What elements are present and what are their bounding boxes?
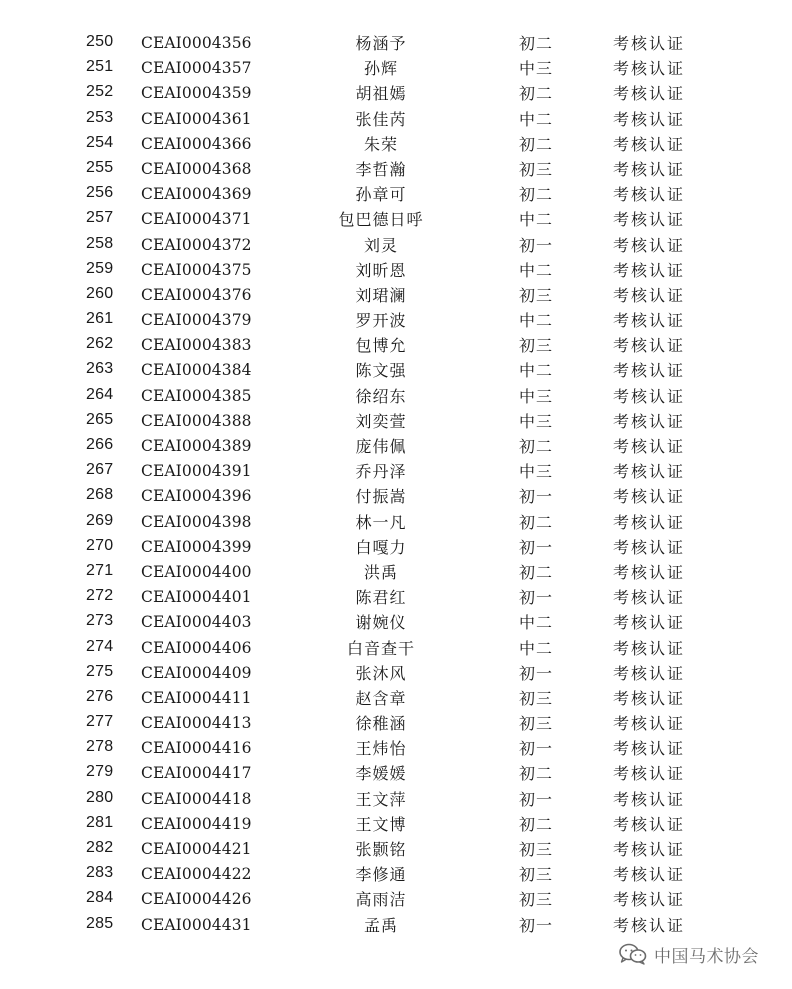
table-row xyxy=(0,233,792,258)
grade-level: 初一 xyxy=(519,235,554,255)
row-number: 264 xyxy=(86,385,114,403)
grade-level: 中二 xyxy=(519,361,554,381)
certification-status: 考核认证 xyxy=(613,814,686,834)
member-id: CEAI0004389 xyxy=(141,437,252,455)
table-row xyxy=(0,913,792,938)
member-name: 刘昕恩 xyxy=(355,260,407,280)
member-name: 刘灵 xyxy=(363,235,398,255)
grade-level: 初二 xyxy=(519,512,554,532)
member-id: CEAI0004369 xyxy=(141,185,252,204)
member-id: CEAI0004357 xyxy=(141,59,252,78)
grade-level: 初一 xyxy=(519,588,554,608)
grade-level: 中三 xyxy=(519,386,554,406)
member-name: 包博允 xyxy=(355,336,407,356)
certification-status: 考核认证 xyxy=(613,487,686,507)
row-number: 258 xyxy=(86,234,114,252)
row-number: 284 xyxy=(86,889,114,907)
certification-status: 考核认证 xyxy=(613,688,686,708)
grade-level: 初二 xyxy=(519,134,554,154)
member-name: 陈君红 xyxy=(355,588,407,608)
member-id: CEAI0004399 xyxy=(141,537,252,556)
grade-level: 中三 xyxy=(519,462,554,482)
table-row xyxy=(0,761,792,786)
row-number: 277 xyxy=(86,713,114,731)
member-id: CEAI0004401 xyxy=(141,588,252,607)
row-number: 281 xyxy=(86,813,114,831)
certification-status: 考核认证 xyxy=(613,361,686,381)
row-number: 266 xyxy=(86,436,114,453)
member-id: CEAI0004361 xyxy=(141,109,252,128)
table-row xyxy=(0,585,792,610)
grade-level: 中二 xyxy=(519,210,554,230)
member-id: CEAI0004431 xyxy=(141,915,252,934)
member-name: 白音查干 xyxy=(346,638,415,658)
member-name: 李媛媛 xyxy=(355,764,407,784)
member-name: 谢婉仪 xyxy=(355,613,407,633)
grade-level: 中二 xyxy=(519,311,554,331)
table-row xyxy=(0,409,792,434)
table-row xyxy=(0,459,792,484)
row-number: 278 xyxy=(86,738,114,756)
certification-status: 考核认证 xyxy=(613,235,686,255)
row-number: 251 xyxy=(86,58,114,76)
row-number: 259 xyxy=(86,259,114,277)
grade-level: 初三 xyxy=(519,714,554,734)
table-row xyxy=(0,283,792,308)
grade-level: 初三 xyxy=(519,840,554,859)
certification-status: 考核认证 xyxy=(613,638,686,658)
member-name: 庞伟佩 xyxy=(355,437,407,456)
member-name: 高雨洁 xyxy=(355,890,407,910)
certification-status: 考核认证 xyxy=(613,714,686,734)
member-name: 罗开波 xyxy=(355,311,407,331)
certification-status: 考核认证 xyxy=(613,915,686,935)
row-number: 275 xyxy=(86,662,114,680)
certification-status: 考核认证 xyxy=(613,59,686,79)
table-row xyxy=(0,333,792,358)
member-id: CEAI0004391 xyxy=(141,462,252,481)
table-row xyxy=(0,787,792,812)
row-number: 280 xyxy=(86,788,114,806)
table-row xyxy=(0,736,792,761)
member-id: CEAI0004384 xyxy=(141,361,252,380)
certification-status: 考核认证 xyxy=(613,512,686,532)
member-name: 徐稚涵 xyxy=(355,714,407,734)
certification-status: 考核认证 xyxy=(613,739,686,759)
member-id: CEAI0004426 xyxy=(141,890,252,909)
table-row xyxy=(0,434,792,459)
row-number: 253 xyxy=(86,108,114,126)
certification-status: 考核认证 xyxy=(613,386,686,406)
certification-status: 考核认证 xyxy=(613,840,686,859)
table-row xyxy=(0,182,792,207)
table-row xyxy=(0,862,792,887)
row-number: 270 xyxy=(86,536,114,554)
row-number: 257 xyxy=(86,209,114,227)
member-id: CEAI0004422 xyxy=(141,865,252,884)
member-name: 孙章可 xyxy=(355,185,407,205)
row-number: 268 xyxy=(86,486,114,504)
member-name: 胡祖嫣 xyxy=(355,84,407,104)
member-name: 刘奕萱 xyxy=(355,411,407,431)
member-name: 王文博 xyxy=(355,814,407,834)
certification-status: 考核认证 xyxy=(613,462,686,482)
row-number: 276 xyxy=(86,687,114,705)
certification-status: 考核认证 xyxy=(613,411,686,431)
certification-status: 考核认证 xyxy=(613,34,686,53)
row-number: 282 xyxy=(86,839,114,856)
grade-level: 初三 xyxy=(519,890,554,910)
grade-level: 初二 xyxy=(519,34,554,53)
table-row xyxy=(0,686,792,711)
member-id: CEAI0004385 xyxy=(141,386,252,405)
member-id: CEAI0004417 xyxy=(141,764,252,783)
member-id: CEAI0004409 xyxy=(141,663,252,682)
member-id: CEAI0004372 xyxy=(141,235,252,254)
table-row xyxy=(0,107,792,132)
table-row xyxy=(0,837,792,862)
watermark-text: 中国马术协会 xyxy=(654,946,759,967)
certification-status: 考核认证 xyxy=(613,437,686,456)
certification-status: 考核认证 xyxy=(613,588,686,608)
table-row xyxy=(0,132,792,157)
table-row xyxy=(0,610,792,635)
member-id: CEAI0004388 xyxy=(141,411,252,430)
grade-level: 中二 xyxy=(519,638,554,658)
member-id: CEAI0004418 xyxy=(141,789,252,808)
row-number: 252 xyxy=(86,83,114,101)
grade-level: 初一 xyxy=(519,915,554,935)
table-row xyxy=(0,887,792,912)
certification-status: 考核认证 xyxy=(613,84,686,104)
member-name: 赵含章 xyxy=(355,688,407,708)
certification-status: 考核认证 xyxy=(613,311,686,331)
grade-level: 初三 xyxy=(519,285,554,305)
member-name: 乔丹泽 xyxy=(355,462,407,482)
grade-level: 初一 xyxy=(519,739,554,759)
member-id: CEAI0004368 xyxy=(141,159,252,178)
member-name: 王炜怡 xyxy=(355,739,407,759)
table-row xyxy=(0,384,792,409)
member-id: CEAI0004413 xyxy=(141,714,252,733)
member-name: 杨涵予 xyxy=(355,34,407,53)
certification-status: 考核认证 xyxy=(613,562,686,582)
certification-status: 考核认证 xyxy=(613,663,686,683)
certification-status: 考核认证 xyxy=(613,890,686,910)
member-id: CEAI0004403 xyxy=(141,613,252,632)
member-name: 李修通 xyxy=(355,865,407,885)
table-row xyxy=(0,535,792,560)
table-row xyxy=(0,636,792,661)
table-row xyxy=(0,510,792,535)
table-row xyxy=(0,711,792,736)
member-name: 徐绍东 xyxy=(355,386,407,406)
row-number: 261 xyxy=(86,310,114,328)
member-name: 洪禹 xyxy=(363,562,398,582)
table-row xyxy=(0,207,792,232)
member-id: CEAI0004375 xyxy=(141,260,252,279)
row-number: 279 xyxy=(86,763,114,781)
table-row xyxy=(0,812,792,837)
member-id: CEAI0004359 xyxy=(141,84,252,103)
member-id: CEAI0004371 xyxy=(141,210,252,229)
table-row xyxy=(0,661,792,686)
row-number: 262 xyxy=(86,335,114,353)
grade-level: 初二 xyxy=(519,185,554,205)
grade-level: 初三 xyxy=(519,336,554,356)
table-row xyxy=(0,258,792,283)
member-name: 陈文强 xyxy=(355,361,407,381)
row-number: 283 xyxy=(86,864,114,882)
member-id: CEAI0004411 xyxy=(141,688,252,707)
certification-status: 考核认证 xyxy=(613,159,686,179)
row-number: 265 xyxy=(86,410,114,428)
certification-status: 考核认证 xyxy=(613,285,686,305)
member-name: 白嘎力 xyxy=(355,537,407,557)
table-row xyxy=(0,308,792,333)
certification-status: 考核认证 xyxy=(613,865,686,885)
row-number: 273 xyxy=(86,612,114,630)
member-name: 孙辉 xyxy=(363,59,398,79)
member-id: CEAI0004416 xyxy=(141,739,252,758)
member-id: CEAI0004356 xyxy=(141,34,252,52)
grade-level: 初三 xyxy=(519,159,554,179)
grade-level: 初一 xyxy=(519,663,554,683)
row-number: 260 xyxy=(86,284,114,302)
member-table xyxy=(0,31,792,938)
row-number: 272 xyxy=(86,587,114,605)
grade-level: 初一 xyxy=(519,487,554,507)
table-row xyxy=(0,31,792,56)
grade-level: 初二 xyxy=(519,764,554,784)
member-id: CEAI0004383 xyxy=(141,336,252,355)
certification-status: 考核认证 xyxy=(613,134,686,154)
grade-level: 初二 xyxy=(519,437,554,456)
certification-status: 考核认证 xyxy=(613,764,686,784)
certification-status: 考核认证 xyxy=(613,260,686,280)
row-number: 269 xyxy=(86,511,114,529)
table-row xyxy=(0,157,792,182)
row-number: 254 xyxy=(86,133,114,151)
row-number: 274 xyxy=(86,637,114,655)
table-row xyxy=(0,560,792,585)
certification-status: 考核认证 xyxy=(613,109,686,129)
member-name: 李哲瀚 xyxy=(355,159,407,179)
member-id: CEAI0004421 xyxy=(141,840,252,858)
member-name: 王文萍 xyxy=(355,789,407,809)
grade-level: 初二 xyxy=(519,84,554,104)
certification-status: 考核认证 xyxy=(613,336,686,356)
table-row xyxy=(0,81,792,106)
row-number: 256 xyxy=(86,184,114,202)
grade-level: 中三 xyxy=(519,411,554,431)
row-number: 285 xyxy=(86,914,114,932)
grade-level: 中二 xyxy=(519,260,554,280)
member-name: 林一凡 xyxy=(355,512,407,532)
member-id: CEAI0004419 xyxy=(141,814,252,833)
member-name: 包巴德日呼 xyxy=(338,210,424,230)
certification-status: 考核认证 xyxy=(613,789,686,809)
certification-status: 考核认证 xyxy=(613,185,686,205)
grade-level: 初二 xyxy=(519,814,554,834)
row-number: 271 xyxy=(86,561,114,579)
row-number: 255 xyxy=(86,158,114,176)
grade-level: 初一 xyxy=(519,537,554,557)
grade-level: 初三 xyxy=(519,688,554,708)
table-row xyxy=(0,56,792,81)
member-id: CEAI0004400 xyxy=(141,562,252,581)
certification-status: 考核认证 xyxy=(613,537,686,557)
grade-level: 中二 xyxy=(519,109,554,129)
watermark xyxy=(618,940,759,968)
member-name: 张沐风 xyxy=(355,663,407,683)
row-number: 250 xyxy=(86,33,114,50)
member-name: 付振嵩 xyxy=(355,487,407,507)
row-number: 263 xyxy=(86,360,114,378)
member-id: CEAI0004366 xyxy=(141,134,252,153)
member-id: CEAI0004398 xyxy=(141,512,252,531)
grade-level: 初三 xyxy=(519,865,554,885)
certification-status: 考核认证 xyxy=(613,210,686,230)
member-name: 朱荣 xyxy=(363,134,398,154)
member-name: 张颢铭 xyxy=(355,840,407,859)
wechat-chat-icon xyxy=(618,942,648,966)
member-id: CEAI0004396 xyxy=(141,487,252,506)
grade-level: 初一 xyxy=(519,789,554,809)
table-row xyxy=(0,484,792,509)
table-row xyxy=(0,358,792,383)
grade-level: 中二 xyxy=(519,613,554,633)
row-number: 267 xyxy=(86,461,114,479)
member-id: CEAI0004379 xyxy=(141,311,252,330)
member-id: CEAI0004376 xyxy=(141,285,252,304)
member-name: 刘珺澜 xyxy=(355,285,407,305)
member-name: 孟禹 xyxy=(363,915,398,935)
certification-status: 考核认证 xyxy=(613,613,686,633)
member-name: 张佳芮 xyxy=(355,109,407,129)
member-id: CEAI0004406 xyxy=(141,638,252,657)
grade-level: 中三 xyxy=(519,59,554,79)
grade-level: 初二 xyxy=(519,562,554,582)
